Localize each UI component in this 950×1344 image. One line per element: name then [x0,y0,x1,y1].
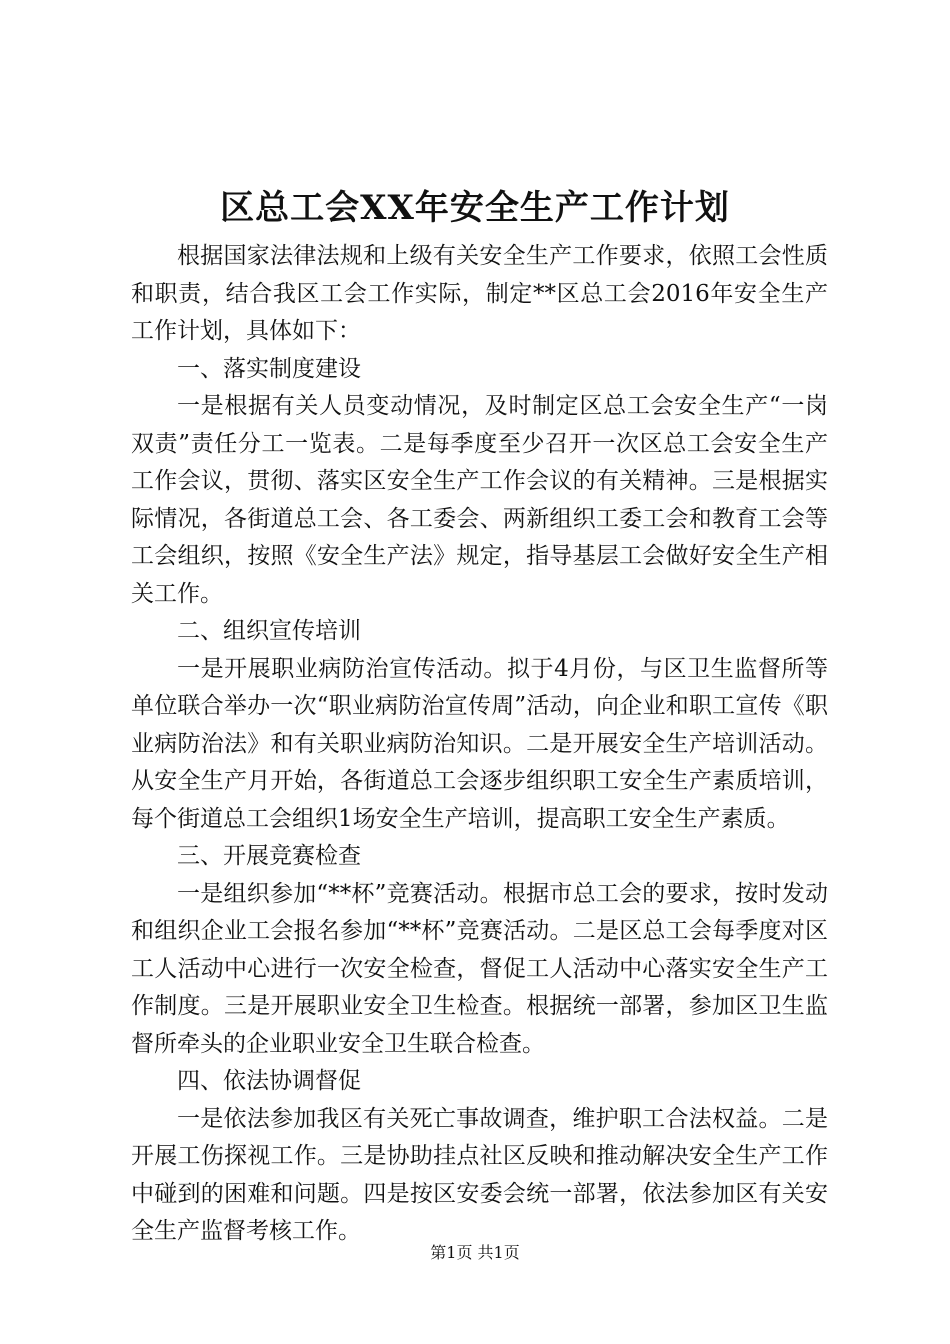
section-heading: 四、依法协调督促 [177,1068,361,1094]
section-heading: 三、开展竞赛检查 [177,843,361,869]
section-paragraph: 一是依法参加我区有关死亡事故调查，维护职工合法权益。二是开展工伤探视工作。三是协助挂点社区反映和推动解决安全生产工作中碰到的困难和问题。四是按区安委会统一部署，依法参加区有关安全生产监督考核工作。 [131,1105,828,1244]
section-heading: 二、组织宣传培训 [177,618,361,644]
document-body [131,238,828,1251]
page-number-footer: 第1页 共1页 [430,1243,520,1262]
section-paragraph: 一是组织参加“**杯”竞赛活动。根据市总工会的要求，按时发动和组织企业工会报名参加“**杯”竞赛活动。二是区总工会每季度对区工人活动中心进行一次安全检查，督促工人活动中心落实安全生产工作制度。三是开展职业安全卫生检查。根据统一部署，参加区卫生监督所牵头的企业职业安全卫生联合检查。 [131,880,828,1057]
section-paragraph: 一是开展职业病防治宣传活动。拟于4月份，与区卫生监督所等单位联合举办一次“职业病防治宣传周”活动，向企业和职工宣传《职业病防治法》和有关职业病防治知识。二是开展安全生产培训活动。从安全生产月开始，各街道总工会逐步组织职工安全生产素质培训，每个街道总工会组织1场安全生产培训，提高职工安全生产素质。 [131,655,828,832]
section-heading: 一、落实制度建设 [177,355,361,382]
section-paragraph: 一是根据有关人员变动情况，及时制定区总工会安全生产“一岗双责”责任分工一览表。二是每季度至少召开一次区总工会安全生产工作会议，贯彻、落实区安全生产工作会议的有关精神。三是根据实际情况，各街道总工会、各工委会、两新组织工委工会和教育工会等工会组织，按照《安全生产法》规定，指导基层工会做好安全生产相关工作。 [131,393,828,607]
intro-paragraph: 根据国家法律法规和上级有关安全生产工作要求，依照工会性质和职责，结合我区工会工作实际，制定**区总工会2016年安全生产工作计划，具体如下： [131,243,828,344]
document-title: 区总工会XX年安全生产工作计划 [220,188,730,228]
